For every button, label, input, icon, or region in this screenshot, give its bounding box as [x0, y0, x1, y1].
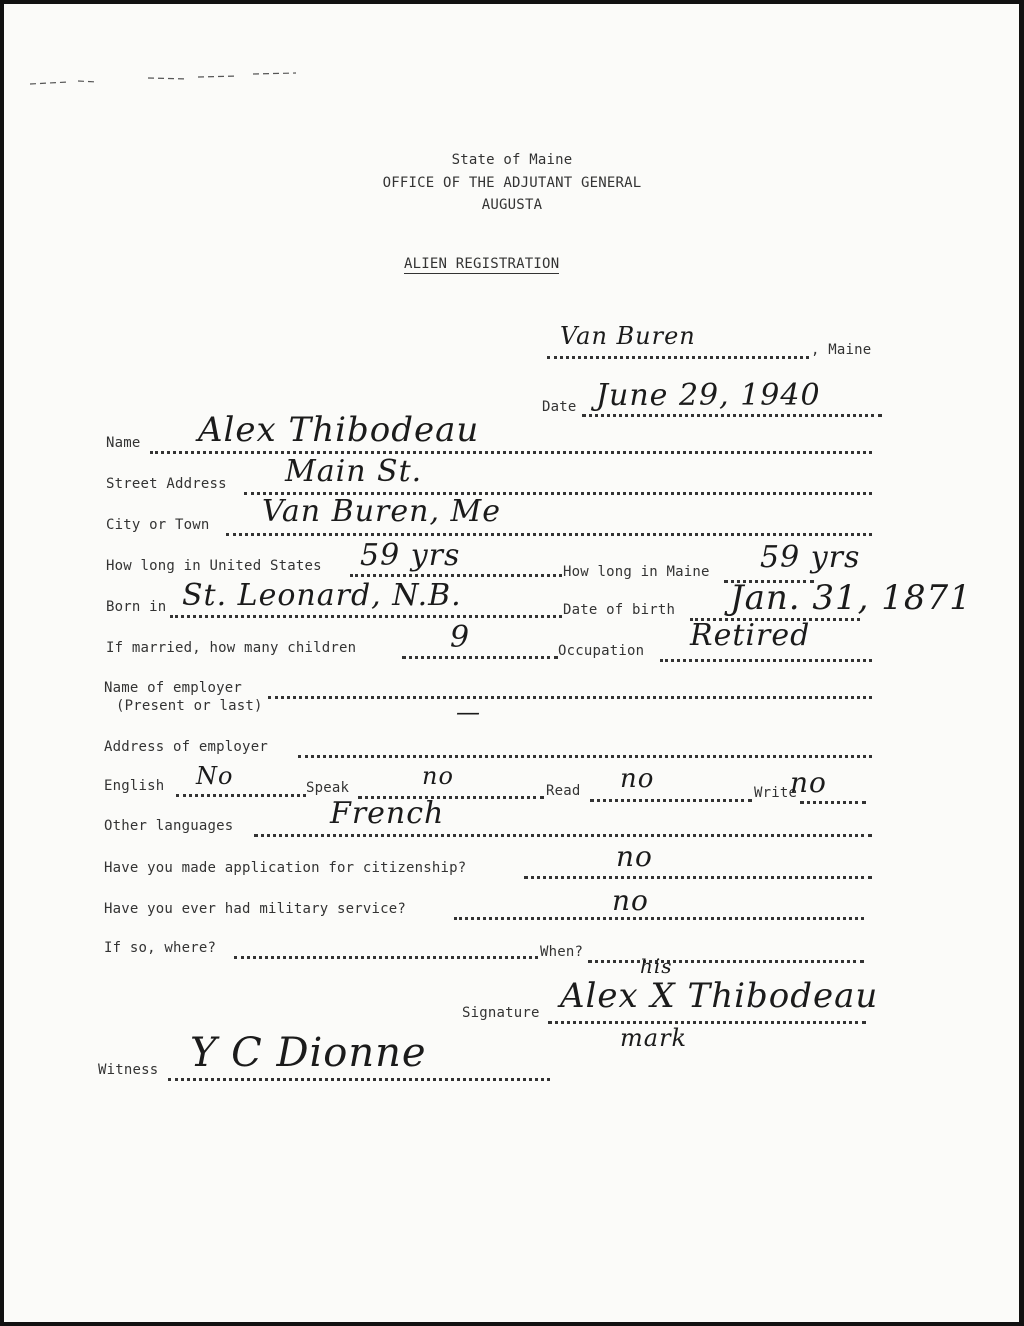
english-dots [176, 790, 306, 797]
where-dots [234, 952, 538, 959]
speak-handwriting: no [422, 762, 454, 790]
location-town-handwriting: Van Buren [560, 322, 696, 350]
scan-border-top [0, 0, 1024, 4]
witness-label: Witness [98, 1062, 159, 1078]
occupation-handwriting: Retired [690, 618, 811, 653]
signature-label: Signature [462, 1005, 540, 1021]
citizenship-handwriting: no [616, 840, 653, 873]
employer-handwriting: — [456, 698, 481, 726]
date-of-birth-label: Date of birth [563, 602, 676, 618]
city-label: City or Town [106, 517, 210, 533]
date-label: Date [542, 399, 577, 415]
english-label: English [104, 778, 165, 794]
employer-address-dots [298, 751, 872, 758]
employer-sublabel: (Present or last) [116, 698, 263, 714]
children-label: If married, how many children [106, 640, 357, 656]
how-long-maine-handwriting: 59 yrs [760, 540, 861, 575]
where-label: If so, where? [104, 940, 217, 956]
read-label: Read [546, 783, 581, 799]
scan-border-bottom [0, 1322, 1024, 1326]
employer-dots [268, 692, 872, 699]
date-handwriting: June 29, 1940 [596, 378, 821, 413]
when-label: When? [540, 944, 584, 960]
how-long-us-handwriting: 59 yrs [360, 538, 461, 573]
english-handwriting: No [196, 762, 234, 790]
signature-handwriting: Alex X Thibodeau [560, 976, 879, 1016]
city-handwriting: Van Buren, Me [262, 494, 501, 529]
how-long-us-label: How long in United States [106, 558, 322, 574]
signature-dots [548, 1017, 866, 1024]
location-suffix: , Maine [811, 342, 872, 358]
state-heading: State of Maine [451, 152, 573, 168]
street-label: Street Address [106, 476, 227, 492]
military-dots [454, 913, 864, 920]
military-handwriting: no [612, 884, 649, 917]
write-handwriting: no [790, 766, 827, 799]
scan-artifact-mark [28, 72, 298, 88]
employer-address-label: Address of employer [104, 739, 268, 755]
other-languages-label: Other languages [104, 818, 234, 834]
write-label: Write [754, 785, 798, 801]
scan-border-right [1019, 0, 1024, 1326]
military-label: Have you ever had military service? [104, 901, 407, 917]
read-dots [590, 795, 752, 802]
children-handwriting: 9 [450, 620, 471, 655]
citizenship-label: Have you made application for citizenship? [104, 860, 467, 876]
other-languages-handwriting: French [330, 796, 445, 831]
form-title: ALIEN REGISTRATION [404, 256, 560, 272]
office-heading: OFFICE OF THE ADJUTANT GENERAL [382, 175, 642, 191]
citizenship-dots [524, 872, 872, 879]
scan-border-left [0, 0, 4, 1326]
witness-handwriting: Y C Dionne [190, 1030, 427, 1076]
employer-label: Name of employer [104, 680, 243, 696]
name-label: Name [106, 435, 141, 451]
date-of-birth-handwriting: Jan. 31, 1871 [730, 578, 972, 618]
street-handwriting: Main St. [285, 454, 423, 489]
born-in-label: Born in [106, 599, 167, 615]
name-handwriting: Alex Thibodeau [198, 410, 480, 450]
occupation-label: Occupation [558, 643, 645, 659]
born-in-handwriting: St. Leonard, N.B. [182, 578, 462, 613]
speak-label: Speak [306, 780, 350, 796]
children-dots [402, 652, 558, 659]
signature-mark-top: his [640, 954, 673, 978]
occupation-dots [660, 655, 872, 662]
when-dots [588, 956, 864, 963]
other-languages-dots [254, 830, 872, 837]
location-dots [547, 352, 809, 359]
signature-mark-bottom: mark [620, 1024, 688, 1052]
city-heading: AUGUSTA [481, 197, 543, 213]
how-long-maine-label: How long in Maine [563, 564, 710, 580]
read-handwriting: no [620, 764, 655, 794]
city-dots [226, 529, 872, 536]
